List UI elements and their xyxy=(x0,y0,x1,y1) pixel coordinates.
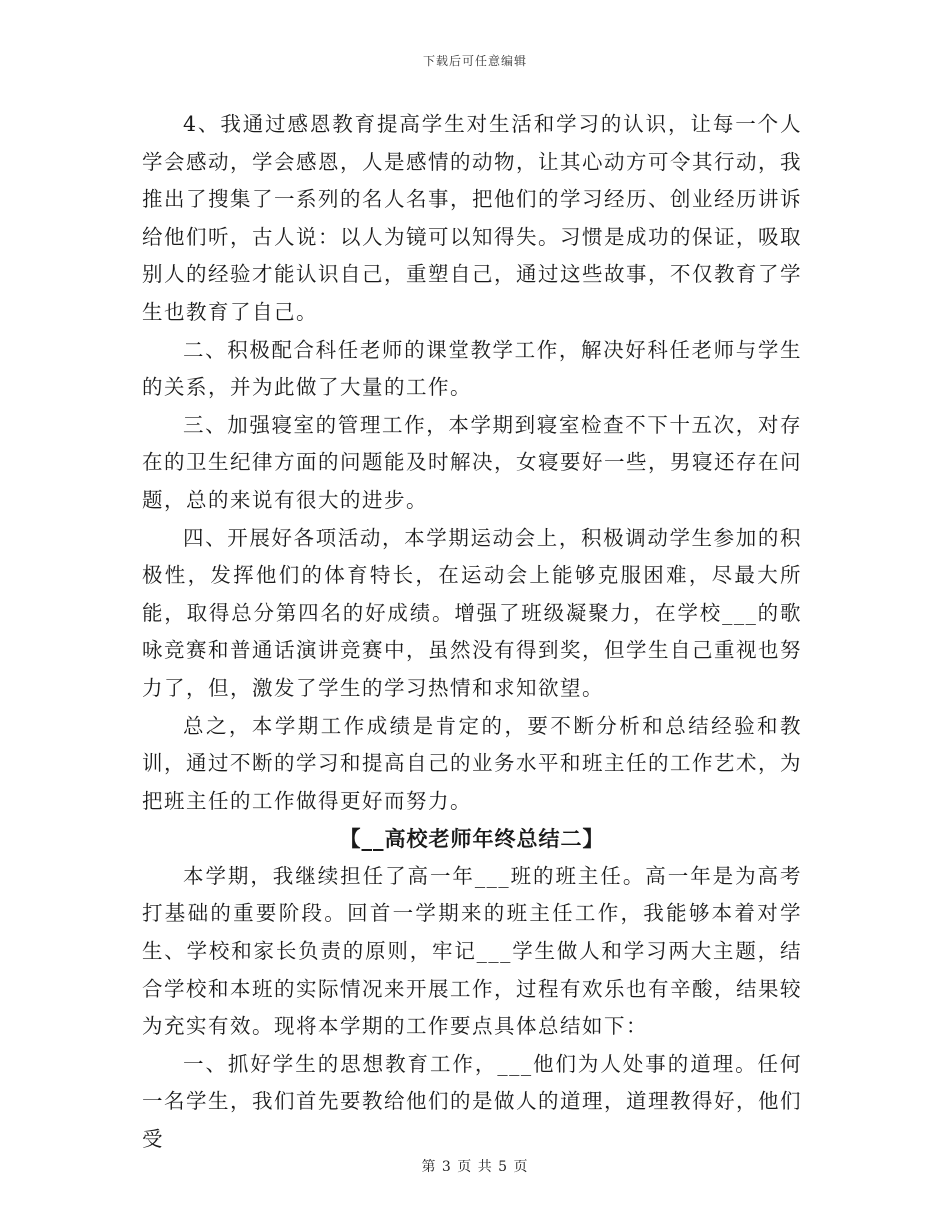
page-number: 第 3 页 共 5 页 xyxy=(421,1159,529,1175)
paragraph-dormitory-management: 三、加强寝室的管理工作，本学期到寝室检查不下十五次，对存在的卫生纪律方面的问题能及时解决，女寝要好一些，男寝还存在问题，总的来说有很大的进步。 xyxy=(142,412,802,512)
paragraph-activities: 四、开展好各项活动，本学期运动会上，积极调动学生参加的积极性，发挥他们的体育特长，在运动会上能够克服困难，尽最大所能，取得总分第四名的好成绩。增强了班级凝聚力，在学校___的歌咏竞赛和普通话演讲竞赛中，虽然没有得到奖，但学生自己重视也努力了，但，激发了学生的学习热情和求知欲望。 xyxy=(142,525,802,700)
paragraph-cooperate-teachers: 二、积极配合科任老师的课堂教学工作，解决好科任老师与学生的关系，并为此做了大量的工作。 xyxy=(142,337,802,400)
paragraph-thought-education: 一、抓好学生的思想教育工作，___他们为人处事的道理。任何一名学生，我们首先要教给他们的是做人的道理，道理教得好，他们受 xyxy=(142,1051,802,1152)
paragraph-gratitude-education: 4、我通过感恩教育提高学生对生活和学习的认识，让每一个人学会感动，学会感恩，人是感情的动物，让其心动方可令其行动，我推出了搜集了一系列的名人名事，把他们的学习经历、创业经历讲诉给他们听，古人说：以人为镜可以知得失。习惯是成功的保证，吸取别人的经验才能认识自己，重塑自己，通过这些故事，不仅教育了学生也教育了自己。 xyxy=(142,112,802,324)
section-title: 【__高校老师年终总结二】 xyxy=(339,826,605,852)
paragraph-conclusion: 总之，本学期工作成绩是肯定的，要不断分析和总结经验和教训，通过不断的学习和提高自己的业务水平和班主任的工作艺术，为把班主任的工作做得更好而努力。 xyxy=(142,713,802,813)
header-note: 下载后可任意编辑 xyxy=(422,54,527,68)
document-body xyxy=(142,106,802,1159)
paragraph-intro-semester: 本学期，我继续担任了高一年___班的班主任。高一年是为高考打基础的重要阶段。回首一学期来的班主任工作，我能够本着对学生、学校和家长负责的原则，牢记___学生做人和学习两大主题，结合学校和本班的实际情况来开展工作，过程有欢乐也有辛酸，结果较为充实有效。现将本学期的工作要点具体总结如下： xyxy=(142,863,802,1039)
